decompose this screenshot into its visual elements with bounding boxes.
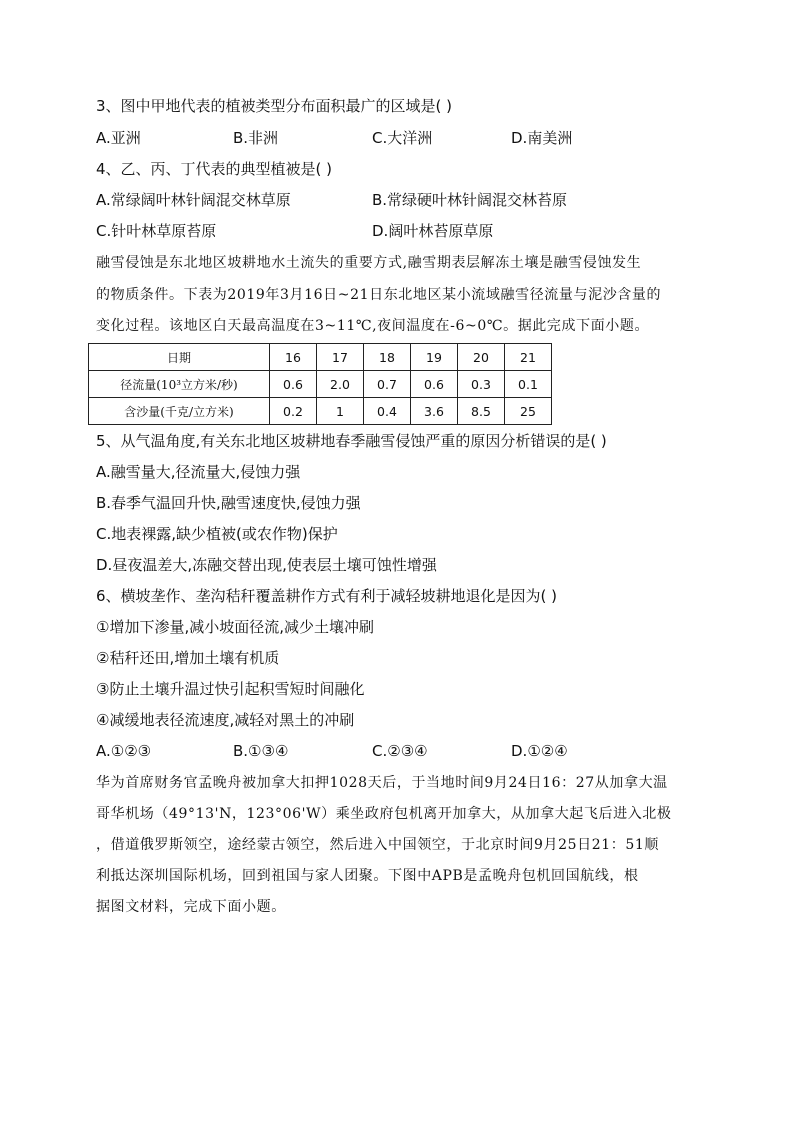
passage-1-line-1: 融雪侵蚀是东北地区坡耕地水土流失的重要方式,融雪期表层解冻土壤是融雪侵蚀发生 bbox=[96, 255, 642, 271]
q6-option-b: B.①③④ bbox=[233, 742, 289, 760]
table-cell: 0.1 bbox=[505, 371, 552, 398]
table-row bbox=[89, 398, 552, 425]
passage-2-line-3: ，借道俄罗斯领空，途经蒙古领空，然后进入中国领空，于北京时间9月25日21：51顺 bbox=[96, 837, 659, 853]
table-cell: 0.7 bbox=[364, 371, 411, 398]
q6-item-4: ④减缓地表径流速度,减轻对黑土的冲刷 bbox=[96, 711, 355, 729]
table-row bbox=[89, 371, 552, 398]
q6-option-a: A.①②③ bbox=[96, 742, 152, 760]
table-row bbox=[89, 344, 552, 371]
table-cell: 0.6 bbox=[270, 371, 317, 398]
q3-option-a: A.亚洲 bbox=[96, 129, 141, 147]
q6-item-3: ③防止土壤升温过快引起积雪短时间融化 bbox=[96, 680, 365, 698]
table-cell: 0.3 bbox=[458, 371, 505, 398]
table-cell: 17 bbox=[317, 344, 364, 371]
q5-option-b: B.春季气温回升快,融雪速度快,侵蚀力强 bbox=[96, 494, 361, 512]
table-cell: 2.0 bbox=[317, 371, 364, 398]
q4-option-a: A.常绿阔叶林针阔混交林草原 bbox=[96, 191, 291, 209]
table-cell: 0.6 bbox=[411, 371, 458, 398]
q6-option-c: C.②③④ bbox=[372, 742, 428, 760]
question-6-stem: 6、横坡垄作、垄沟秸秆覆盖耕作方式有利于减轻坡耕地退化是因为( ) bbox=[96, 587, 558, 605]
table-row-label: 日期 bbox=[89, 344, 270, 371]
q5-option-d: D.昼夜温差大,冻融交替出现,使表层土壤可蚀性增强 bbox=[96, 556, 437, 574]
passage-2-line-4: 利抵达深圳国际机场，回到祖国与家人团聚。下图中APB是孟晚舟包机回国航线，根 bbox=[96, 868, 639, 884]
passage-1-line-2: 的物质条件。下表为2019年3月16日~21日东北地区某小流域融雪径流量与泥沙含量的 bbox=[96, 287, 662, 303]
table-cell: 16 bbox=[270, 344, 317, 371]
q3-option-d: D.南美洲 bbox=[511, 129, 573, 147]
q5-option-c: C.地表裸露,缺少植被(或农作物)保护 bbox=[96, 525, 338, 543]
table-cell: 8.5 bbox=[458, 398, 505, 425]
question-3-stem: 3、图中甲地代表的植被类型分布面积最广的区域是( ) bbox=[96, 97, 453, 115]
table-cell: 0.2 bbox=[270, 398, 317, 425]
table-cell: 19 bbox=[411, 344, 458, 371]
q6-item-2: ②秸秆还田,增加土壤有机质 bbox=[96, 649, 280, 667]
q3-option-c: C.大洋洲 bbox=[372, 129, 433, 147]
table-cell: 1 bbox=[317, 398, 364, 425]
table-cell: 25 bbox=[505, 398, 552, 425]
q4-option-d: D.阔叶林苔原草原 bbox=[372, 222, 494, 240]
q3-option-b: B.非洲 bbox=[233, 129, 279, 147]
question-4-stem: 4、乙、丙、丁代表的典型植被是( ) bbox=[96, 160, 333, 178]
q6-option-d: D.①②④ bbox=[511, 742, 568, 760]
table-cell: 21 bbox=[505, 344, 552, 371]
table-row-label: 含沙量(千克/立方米) bbox=[89, 398, 270, 425]
passage-2-line-2: 哥华机场（49°13'N，123°06'W）乘坐政府包机离开加拿大，从加拿大起飞后进入北极 bbox=[96, 806, 672, 822]
table-cell: 3.6 bbox=[411, 398, 458, 425]
q4-option-c: C.针叶林草原苔原 bbox=[96, 222, 217, 240]
table-cell: 20 bbox=[458, 344, 505, 371]
q5-option-a: A.融雪量大,径流量大,侵蚀力强 bbox=[96, 463, 301, 481]
passage-1-line-3: 变化过程。该地区白天最高温度在3~11℃,夜间温度在-6~0℃。据此完成下面小题。 bbox=[96, 318, 650, 334]
q6-item-1: ①增加下渗量,减小坡面径流,减少土壤冲刷 bbox=[96, 618, 374, 636]
table-cell: 18 bbox=[364, 344, 411, 371]
table-cell: 0.4 bbox=[364, 398, 411, 425]
table-row-label: 径流量(10³立方米/秒) bbox=[89, 371, 270, 398]
passage-2-line-1: 华为首席财务官孟晚舟被加拿大扣押1028天后，于当地时间9月24日16：27从加拿大温 bbox=[96, 775, 668, 791]
question-5-stem: 5、从气温角度,有关东北地区坡耕地春季融雪侵蚀严重的原因分析错误的是( ) bbox=[96, 432, 607, 450]
q4-option-b: B.常绿硬叶林针阔混交林苔原 bbox=[372, 191, 568, 209]
passage-2-line-5: 据图文材料，完成下面小题。 bbox=[96, 899, 286, 915]
runoff-sediment-table bbox=[88, 343, 552, 425]
